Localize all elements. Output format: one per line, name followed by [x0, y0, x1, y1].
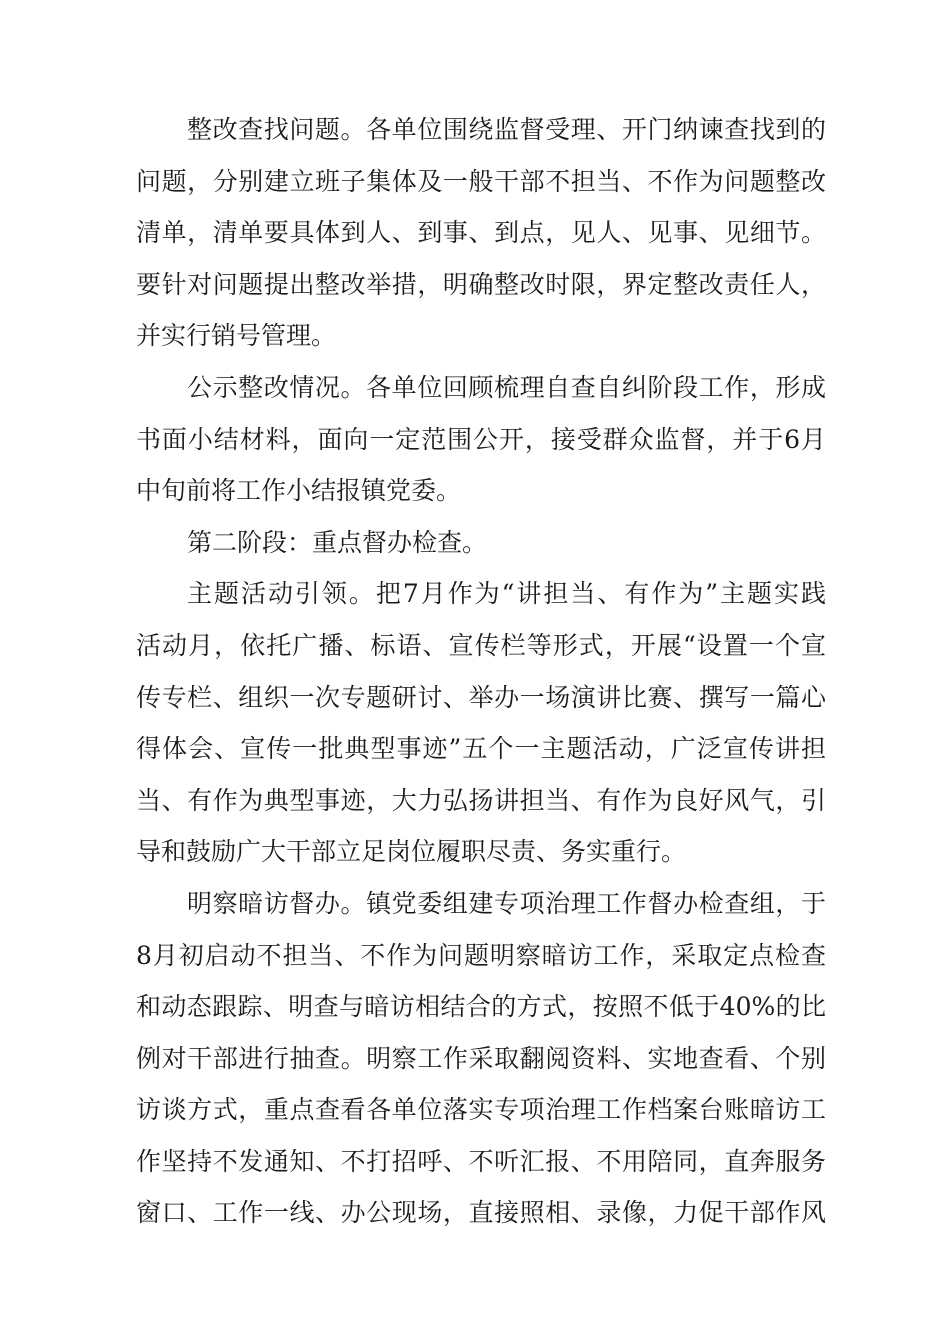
- paragraph-line: 例对干部进行抽查。明察工作采取翻阅资料、实地查看、个别: [136, 1043, 826, 1073]
- section-heading: 第二阶段：重点督办检查。: [187, 527, 488, 557]
- paragraph-line: 导和鼓励广大干部立足岗位履职尽责、务实重行。: [136, 837, 687, 867]
- paragraph-line: 8月初启动不担当、不作为问题明察暗访工作，采取定点检查: [136, 940, 826, 970]
- paragraph-line: 作坚持不发通知、不打招呼、不听汇报、不用陪同，直奔服务: [136, 1146, 826, 1176]
- paragraph-line: 要针对问题提出整改举措，明确整改时限，界定整改责任人，: [136, 269, 826, 299]
- paragraph-line: 并实行销号管理。: [136, 321, 337, 351]
- paragraph-line: 明察暗访督办。镇党委组建专项治理工作督办检查组，于: [187, 888, 826, 918]
- paragraph-line: 主题活动引领。把7月作为“讲担当、有作为”主题实践: [187, 579, 826, 609]
- paragraph-line: 得体会、宣传一批典型事迹”五个一主题活动，广泛宣传讲担: [136, 734, 826, 764]
- paragraph-line: 中旬前将工作小结报镇党委。: [136, 476, 462, 506]
- paragraph-line: 和动态跟踪、明查与暗访相结合的方式，按照不低于40%的比: [136, 992, 826, 1022]
- paragraph-line: 书面小结材料，面向一定范围公开，接受群众监督，并于6月: [136, 424, 826, 454]
- body-text: [136, 104, 826, 1239]
- paragraph-line: 清单，清单要具体到人、到事、到点，见人、见事、见细节。: [136, 218, 826, 248]
- paragraph-line: 传专栏、组织一次专题研讨、举办一场演讲比赛、撰写一篇心: [136, 682, 826, 712]
- paragraph-line: 整改查找问题。各单位围绕监督受理、开门纳谏查找到的: [187, 115, 826, 144]
- paragraph-line: 访谈方式，重点查看各单位落实专项治理工作档案台账暗访工: [136, 1095, 826, 1125]
- paragraph-line: 活动月，依托广播、标语、宣传栏等形式，开展“设置一个宣: [136, 630, 826, 660]
- paragraph-line: 窗口、工作一线、办公现场，直接照相、录像，力促干部作风: [136, 1198, 826, 1228]
- paragraph-line: 当、有作为典型事迹，大力弘扬讲担当、有作为良好风气，引: [136, 785, 826, 815]
- paragraph-line: 问题，分别建立班子集体及一般干部不担当、不作为问题整改: [136, 166, 826, 196]
- paragraph-line: 公示整改情况。各单位回顾梳理自查自纠阶段工作，形成: [187, 372, 826, 402]
